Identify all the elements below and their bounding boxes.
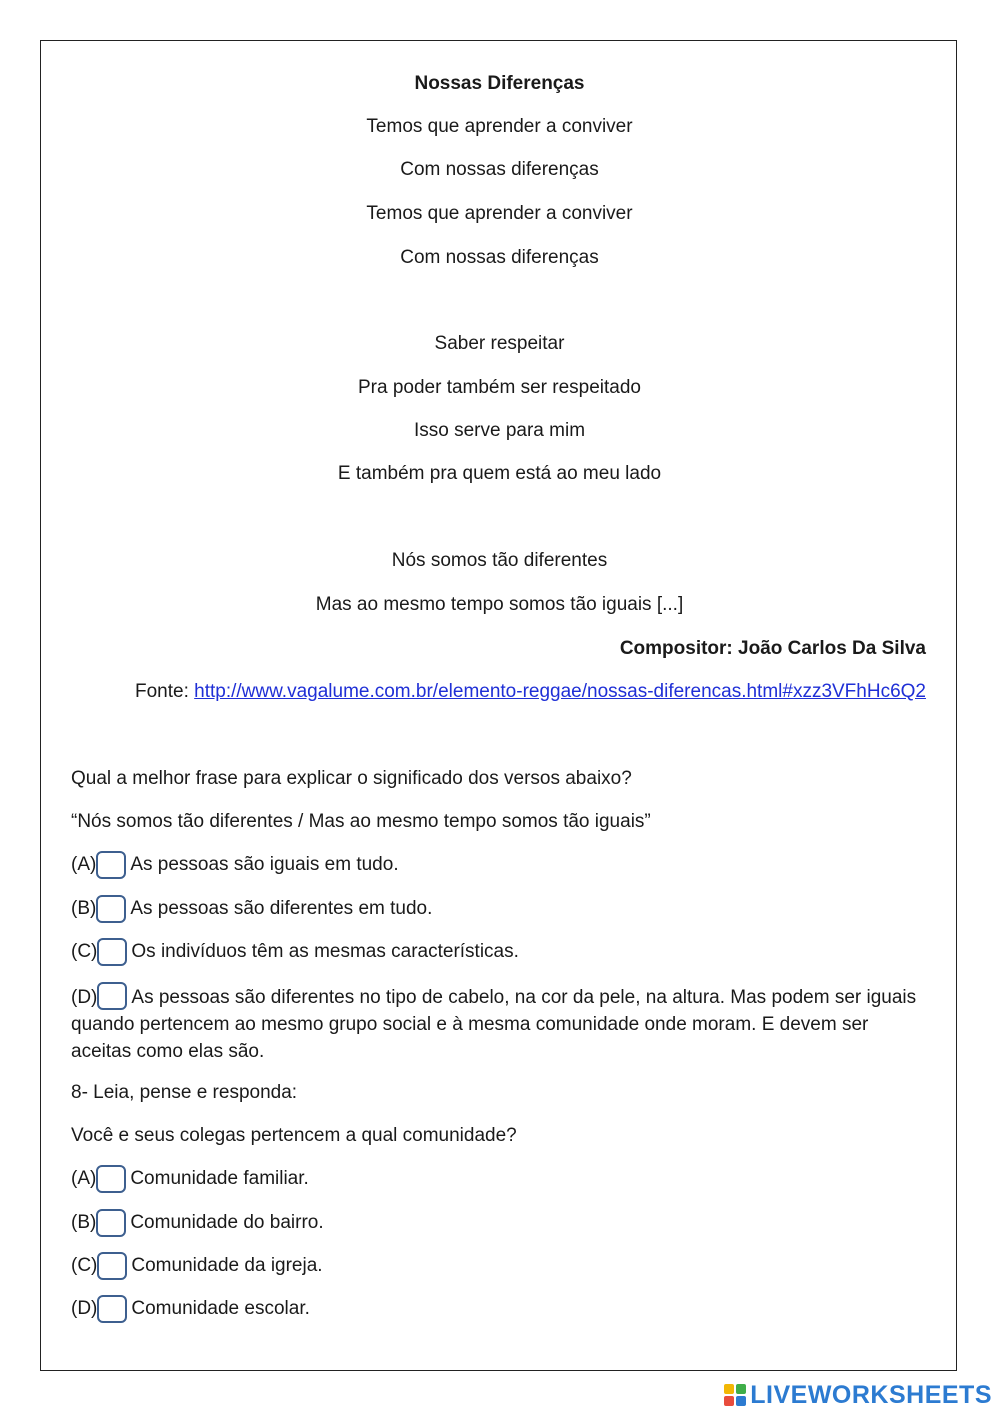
poem-line: E também pra quem está ao meu lado xyxy=(337,463,662,484)
answer-option-d xyxy=(71,984,931,1065)
poem-line: Com nossas diferenças xyxy=(400,159,599,180)
option-letter: (C) xyxy=(71,1255,98,1276)
answer-checkbox[interactable] xyxy=(96,1209,126,1237)
logo-mark-icon xyxy=(724,1384,746,1406)
composer-credit: Compositor: João Carlos Da Silva xyxy=(619,638,926,659)
poem-line: Temos que aprender a conviver xyxy=(366,116,633,137)
poem-line: Com nossas diferenças xyxy=(400,247,599,268)
poem-line: Saber respeitar xyxy=(434,333,565,354)
option-text: Os indivíduos têm as mesmas características. xyxy=(131,941,519,962)
option-letter: (A) xyxy=(71,854,97,875)
answer-checkbox[interactable] xyxy=(97,1295,127,1323)
answer-option-b xyxy=(71,895,432,923)
answer-checkbox[interactable] xyxy=(96,851,126,879)
option-text: Comunidade escolar. xyxy=(131,1298,310,1319)
answer-checkbox[interactable] xyxy=(97,938,127,966)
worksheet-frame xyxy=(40,40,957,1371)
brand-name: LIVEWORKSHEETS xyxy=(750,1381,992,1409)
answer-option-c xyxy=(71,938,519,966)
poem-line: Isso serve para mim xyxy=(413,420,586,441)
answer-checkbox[interactable] xyxy=(97,1252,127,1280)
source-label: Fonte: xyxy=(135,681,195,702)
question-heading: 8- Leia, pense e responda: xyxy=(71,1082,298,1103)
answer-option-b xyxy=(71,1209,324,1237)
answer-option-a xyxy=(71,1165,309,1193)
option-letter: (C) xyxy=(71,941,98,962)
option-text: Comunidade familiar. xyxy=(130,1168,309,1189)
poem-title: Nossas Diferenças xyxy=(414,73,585,94)
option-text: Comunidade da igreja. xyxy=(131,1255,323,1276)
answer-option-c xyxy=(71,1252,323,1280)
question-prompt: Qual a melhor frase para explicar o significado dos versos abaixo? xyxy=(71,768,632,789)
poem-line: Temos que aprender a conviver xyxy=(366,203,633,224)
option-letter: (B) xyxy=(71,1212,97,1233)
poem-line: Nós somos tão diferentes xyxy=(391,550,608,571)
option-text: As pessoas são iguais em tudo. xyxy=(130,854,399,875)
option-letter: (D) xyxy=(71,987,98,1008)
poem-line: Pra poder também ser respeitado xyxy=(357,377,642,398)
answer-checkbox[interactable] xyxy=(96,1165,126,1193)
answer-option-d xyxy=(71,1295,310,1323)
question-prompt: Você e seus colegas pertencem a qual comunidade? xyxy=(71,1125,517,1146)
option-text: Comunidade do bairro. xyxy=(130,1212,324,1233)
option-letter: (D) xyxy=(71,1298,98,1319)
question-quote: “Nós somos tão diferentes / Mas ao mesmo tempo somos tão iguais” xyxy=(71,811,651,832)
option-text: As pessoas são diferentes em tudo. xyxy=(130,898,433,919)
answer-checkbox[interactable] xyxy=(96,895,126,923)
liveworksheets-logo xyxy=(724,1381,992,1409)
poem-line: Mas ao mesmo tempo somos tão iguais [...] xyxy=(315,594,684,615)
option-letter: (A) xyxy=(71,1168,97,1189)
option-text: As pessoas são diferentes no tipo de cabelo, na cor da pele, na altura. Mas podem ser iguais quando pertencem ao mesmo grupo social e à mesma comunidade onde moram. E devem ser aceitas como elas são. xyxy=(71,987,917,1062)
answer-checkbox[interactable] xyxy=(97,982,127,1010)
source-citation xyxy=(135,681,926,703)
source-link[interactable]: http://www.vagalume.com.br/elemento-reggae/nossas-diferencas.html#xzz3VFhHc6Q2 xyxy=(194,681,926,702)
answer-option-a xyxy=(71,851,399,879)
option-letter: (B) xyxy=(71,898,97,919)
